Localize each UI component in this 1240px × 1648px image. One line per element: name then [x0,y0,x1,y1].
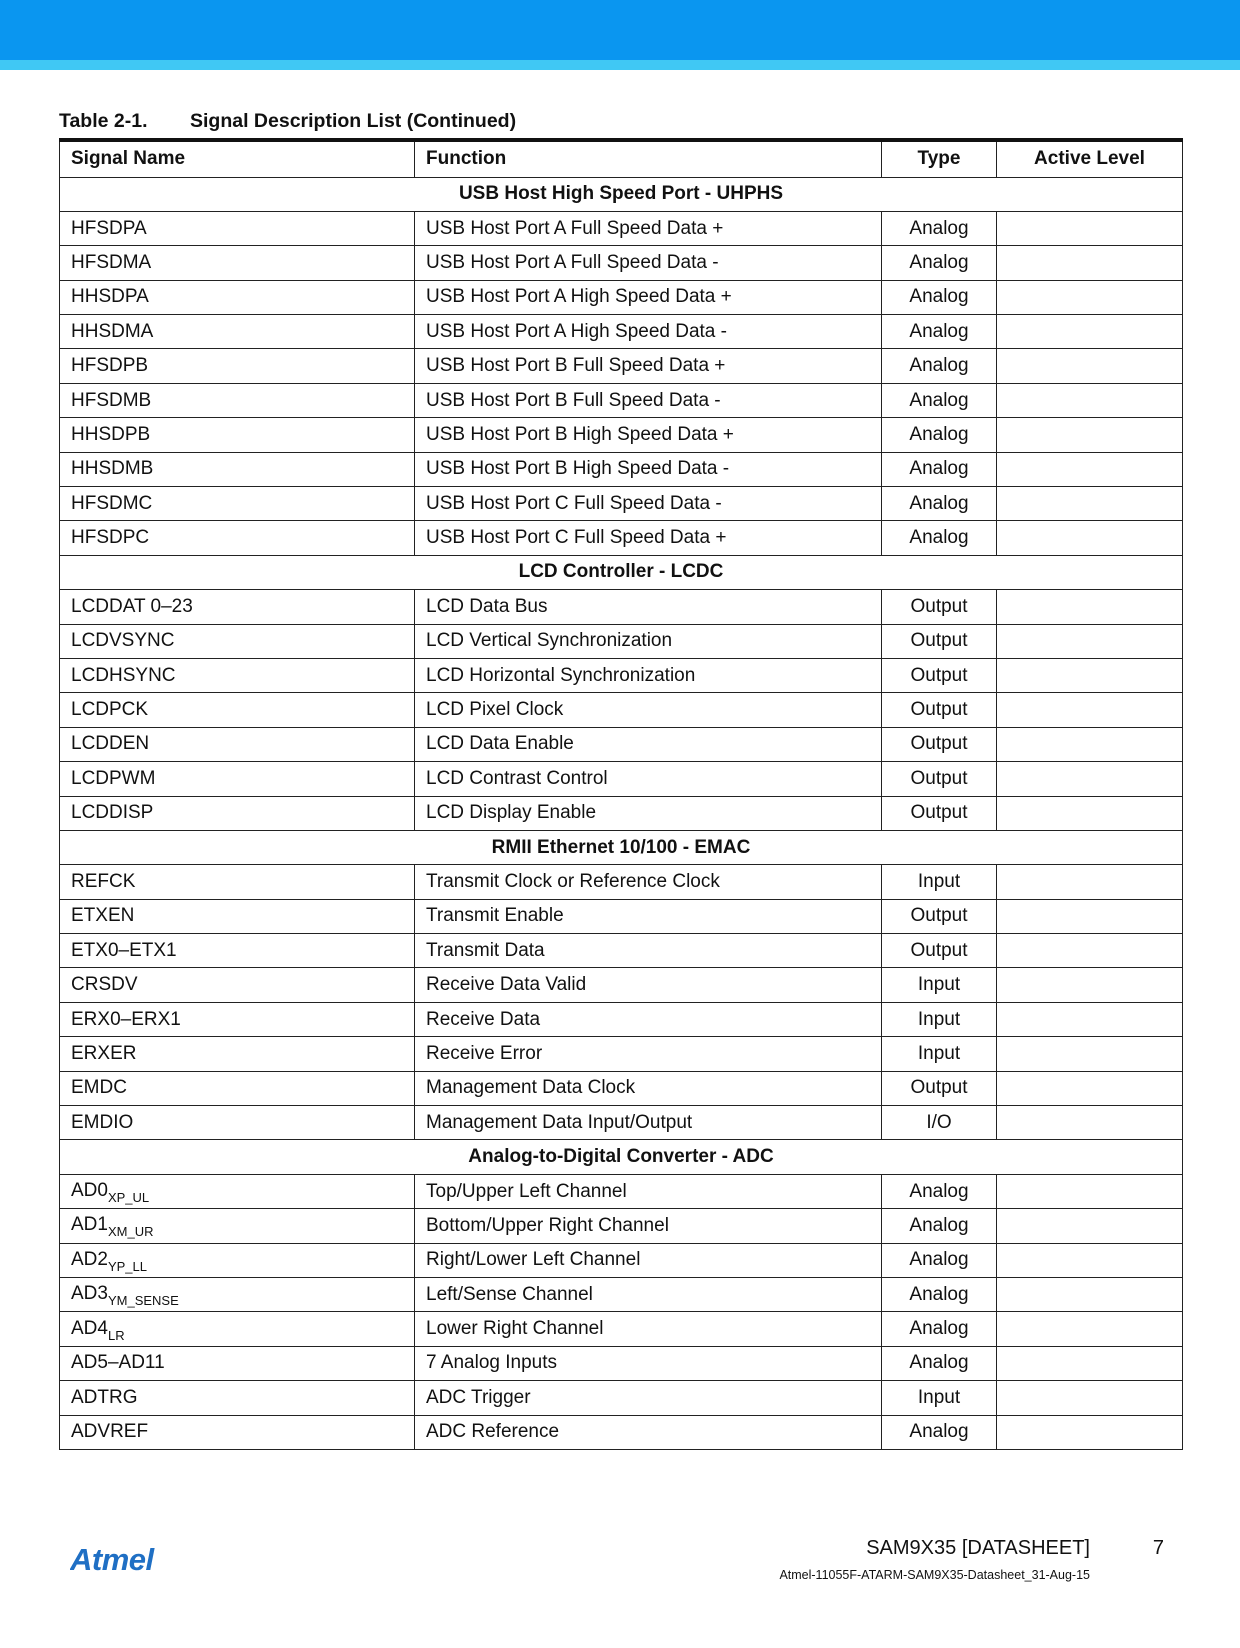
signal-name-cell [60,658,415,692]
signal-table [59,138,1183,1450]
function-cell: ADC Reference [415,1415,882,1449]
table-row [60,211,1183,245]
active-level-cell [997,487,1183,521]
active-level-cell [997,1106,1183,1140]
column-header-signal-name: Signal Name [60,140,415,177]
function-cell: LCD Data Enable [415,727,882,761]
function-cell: LCD Contrast Control [415,762,882,796]
section-header-row [60,555,1183,589]
section-title: LCD Controller - LCDC [60,555,1183,589]
signal-name-cell [60,1209,415,1243]
signal-name: ETXEN [71,905,135,927]
document-reference: Atmel-11055F-ATARM-SAM9X35-Datasheet_31-Aug-15 [779,1568,1090,1582]
function-cell: USB Host Port B Full Speed Data - [415,383,882,417]
signal-name: HHSDMA [71,320,154,342]
active-level-cell [997,418,1183,452]
table-row [60,934,1183,968]
type-cell: Analog [882,1415,997,1449]
function-cell: Right/Lower Left Channel [415,1243,882,1277]
signal-name-cell [60,1106,415,1140]
active-level-cell [997,1312,1183,1346]
table-row [60,762,1183,796]
type-cell: Analog [882,1346,997,1380]
signal-name-cell [60,349,415,383]
active-level-cell [997,1174,1183,1208]
signal-name-cell [60,1381,415,1415]
function-cell: USB Host Port A High Speed Data + [415,280,882,314]
section-title: USB Host High Speed Port - UHPHS [60,177,1183,211]
signal-name: LCDDISP [71,802,154,824]
signal-name: LCDPCK [71,699,149,721]
atmel-logo-text: Atmel [70,1542,154,1577]
header-band [0,0,1240,60]
active-level-cell [997,1209,1183,1243]
type-cell: Output [882,624,997,658]
signal-name-subscript: YP_LL [107,1258,148,1274]
function-cell: LCD Display Enable [415,796,882,830]
function-cell: 7 Analog Inputs [415,1346,882,1380]
type-cell: Analog [882,1278,997,1312]
signal-name-cell [60,934,415,968]
function-cell: USB Host Port C Full Speed Data + [415,521,882,555]
section-title: RMII Ethernet 10/100 - EMAC [60,830,1183,864]
signal-name-cell [60,1243,415,1277]
function-cell: LCD Horizontal Synchronization [415,658,882,692]
signal-name-cell [60,1071,415,1105]
signal-name-cell [60,968,415,1002]
type-cell: Analog [882,418,997,452]
signal-name-subscript: YM_SENSE [107,1293,179,1309]
active-level-cell [997,211,1183,245]
table-row [60,899,1183,933]
signal-name-cell [60,383,415,417]
table-row [60,1209,1183,1243]
table-row [60,1243,1183,1277]
signal-name-cell [60,1312,415,1346]
signal-name-cell [60,693,415,727]
signal-name: LCDHSYNC [71,664,176,686]
column-header-type: Type [882,140,997,177]
type-cell: Input [882,1381,997,1415]
type-cell: Input [882,865,997,899]
signal-name-subscript: XP_UL [107,1190,150,1206]
signal-name-cell [60,762,415,796]
function-cell: Management Data Input/Output [415,1106,882,1140]
active-level-cell [997,590,1183,624]
active-level-cell [997,934,1183,968]
active-level-cell [997,624,1183,658]
table-title: Signal Description List (Continued) [190,110,517,132]
type-cell: Output [882,796,997,830]
signal-name-cell [60,796,415,830]
type-cell: Analog [882,1312,997,1346]
atmel-logo [70,1542,182,1578]
table-row [60,1381,1183,1415]
signal-name-cell [60,280,415,314]
type-cell: Analog [882,1243,997,1277]
type-cell: Output [882,762,997,796]
table-row [60,315,1183,349]
function-cell: USB Host Port A Full Speed Data - [415,246,882,280]
active-level-cell [997,521,1183,555]
table-row [60,658,1183,692]
active-level-cell [997,383,1183,417]
type-cell: Output [882,934,997,968]
active-level-cell [997,1278,1183,1312]
function-cell: Bottom/Upper Right Channel [415,1209,882,1243]
table-row [60,968,1183,1002]
function-cell: Management Data Clock [415,1071,882,1105]
table-row [60,1037,1183,1071]
active-level-cell [997,762,1183,796]
table-body [60,177,1183,1449]
signal-name: LCDVSYNC [71,630,175,652]
type-cell: Analog [882,487,997,521]
signal-name: AD5–AD11 [71,1352,165,1374]
active-level-cell [997,349,1183,383]
table-row [60,521,1183,555]
type-cell: Analog [882,315,997,349]
function-cell: Transmit Clock or Reference Clock [415,865,882,899]
type-cell: Output [882,899,997,933]
section-header-row [60,830,1183,864]
signal-name-cell [60,727,415,761]
section-header-row [60,177,1183,211]
type-cell: Analog [882,246,997,280]
function-cell: Receive Data [415,1002,882,1036]
table-row [60,1346,1183,1380]
active-level-cell [997,796,1183,830]
signal-name: ADVREF [71,1421,149,1443]
function-cell: Receive Data Valid [415,968,882,1002]
table-row [60,418,1183,452]
table-row [60,1071,1183,1105]
function-cell: USB Host Port B High Speed Data - [415,452,882,486]
signal-name-cell [60,487,415,521]
signal-name-cell [60,624,415,658]
signal-name: HHSDMB [71,458,154,480]
signal-name-subscript: XM_UR [107,1224,154,1240]
signal-name: REFCK [71,871,136,892]
signal-name: AD1 [71,1214,108,1236]
signal-name-subscript: LR [107,1327,125,1343]
active-level-cell [997,693,1183,727]
function-cell: LCD Pixel Clock [415,693,882,727]
signal-name-cell [60,1174,415,1208]
signal-name: LCDDAT 0–23 [71,595,193,617]
function-cell: USB Host Port B Full Speed Data + [415,349,882,383]
function-cell: Transmit Data [415,934,882,968]
signal-name: HHSDPA [71,286,149,308]
signal-name: HFSDMC [71,492,153,514]
type-cell: Analog [882,280,997,314]
page-number: 7 [1152,1537,1164,1559]
active-level-cell [997,452,1183,486]
table-row [60,1415,1183,1449]
signal-name: AD0 [71,1180,108,1202]
type-cell: Output [882,658,997,692]
type-cell: Input [882,968,997,1002]
column-header-function: Function [415,140,882,177]
type-cell: Output [882,693,997,727]
table-row [60,865,1183,899]
type-cell: Analog [882,452,997,486]
type-cell: Analog [882,1209,997,1243]
type-cell: Analog [882,349,997,383]
signal-name: AD2 [71,1248,108,1270]
active-level-cell [997,1071,1183,1105]
function-cell: USB Host Port A Full Speed Data + [415,211,882,245]
table-row [60,727,1183,761]
table-row [60,796,1183,830]
signal-name: AD3 [71,1283,108,1305]
signal-name-cell [60,1278,415,1312]
signal-name: ADTRG [71,1386,138,1408]
signal-name-cell [60,1037,415,1071]
table-row [60,1002,1183,1036]
active-level-cell [997,1381,1183,1415]
section-title: Analog-to-Digital Converter - ADC [60,1140,1183,1174]
signal-name: ERX0–ERX1 [71,1008,181,1030]
table-row [60,383,1183,417]
active-level-cell [997,1346,1183,1380]
function-cell: Receive Error [415,1037,882,1071]
table-row [60,487,1183,521]
type-cell: Output [882,590,997,624]
signal-name-cell [60,452,415,486]
signal-name: HFSDMB [71,389,152,411]
table-number: Table 2-1. [59,110,148,132]
table-row [60,1278,1183,1312]
signal-name: CRSDV [71,974,138,996]
signal-name-cell [60,315,415,349]
table-row [60,349,1183,383]
type-cell: Input [882,1037,997,1071]
signal-name: LCDPWM [71,767,156,789]
column-header-active-level: Active Level [997,140,1183,177]
active-level-cell [997,727,1183,761]
type-cell: Output [882,727,997,761]
signal-name: EMDIO [71,1111,134,1133]
signal-name-cell [60,899,415,933]
function-cell: USB Host Port B High Speed Data + [415,418,882,452]
signal-name-cell [60,211,415,245]
function-cell: Transmit Enable [415,899,882,933]
signal-name-cell [60,246,415,280]
signal-name: HFSDPB [71,355,149,377]
signal-name-cell [60,418,415,452]
signal-name: HHSDPB [71,423,151,445]
type-cell: Analog [882,211,997,245]
section-header-row [60,1140,1183,1174]
signal-name: LCDDEN [71,733,150,755]
signal-name: EMDC [71,1077,127,1099]
header-stripe [0,60,1240,70]
signal-name-cell [60,1415,415,1449]
signal-name: AD4 [71,1317,108,1339]
signal-name: HFSDPA [71,217,147,239]
signal-name-cell [60,1002,415,1036]
table-row [60,246,1183,280]
function-cell: LCD Data Bus [415,590,882,624]
table-header-row [60,140,1183,177]
type-cell: I/O [882,1106,997,1140]
function-cell: Top/Upper Left Channel [415,1174,882,1208]
active-level-cell [997,1243,1183,1277]
type-cell: Analog [882,1174,997,1208]
signal-name: HFSDPC [71,527,150,549]
table-row [60,1106,1183,1140]
table-row [60,1312,1183,1346]
active-level-cell [997,280,1183,314]
type-cell: Output [882,1071,997,1105]
document-title: SAM9X35 [DATASHEET] [866,1537,1090,1559]
signal-name-cell [60,590,415,624]
signal-name-cell [60,865,415,899]
type-cell: Analog [882,521,997,555]
function-cell: USB Host Port A High Speed Data - [415,315,882,349]
signal-name: HFSDMA [71,251,152,273]
signal-name-cell [60,1346,415,1380]
type-cell: Input [882,1002,997,1036]
function-cell: USB Host Port C Full Speed Data - [415,487,882,521]
active-level-cell [997,865,1183,899]
type-cell: Analog [882,383,997,417]
table-row [60,1174,1183,1208]
function-cell: Lower Right Channel [415,1312,882,1346]
table-row [60,280,1183,314]
function-cell: LCD Vertical Synchronization [415,624,882,658]
function-cell: ADC Trigger [415,1381,882,1415]
function-cell: Left/Sense Channel [415,1278,882,1312]
signal-name-cell [60,521,415,555]
table-row [60,452,1183,486]
active-level-cell [997,1037,1183,1071]
active-level-cell [997,899,1183,933]
table-caption [59,110,516,133]
table-row [60,693,1183,727]
active-level-cell [997,315,1183,349]
signal-name: ERXER [71,1042,137,1064]
signal-name: ETX0–ETX1 [71,939,177,961]
table-row [60,624,1183,658]
active-level-cell [997,1415,1183,1449]
table-row [60,590,1183,624]
active-level-cell [997,1002,1183,1036]
active-level-cell [997,658,1183,692]
active-level-cell [997,246,1183,280]
active-level-cell [997,968,1183,1002]
